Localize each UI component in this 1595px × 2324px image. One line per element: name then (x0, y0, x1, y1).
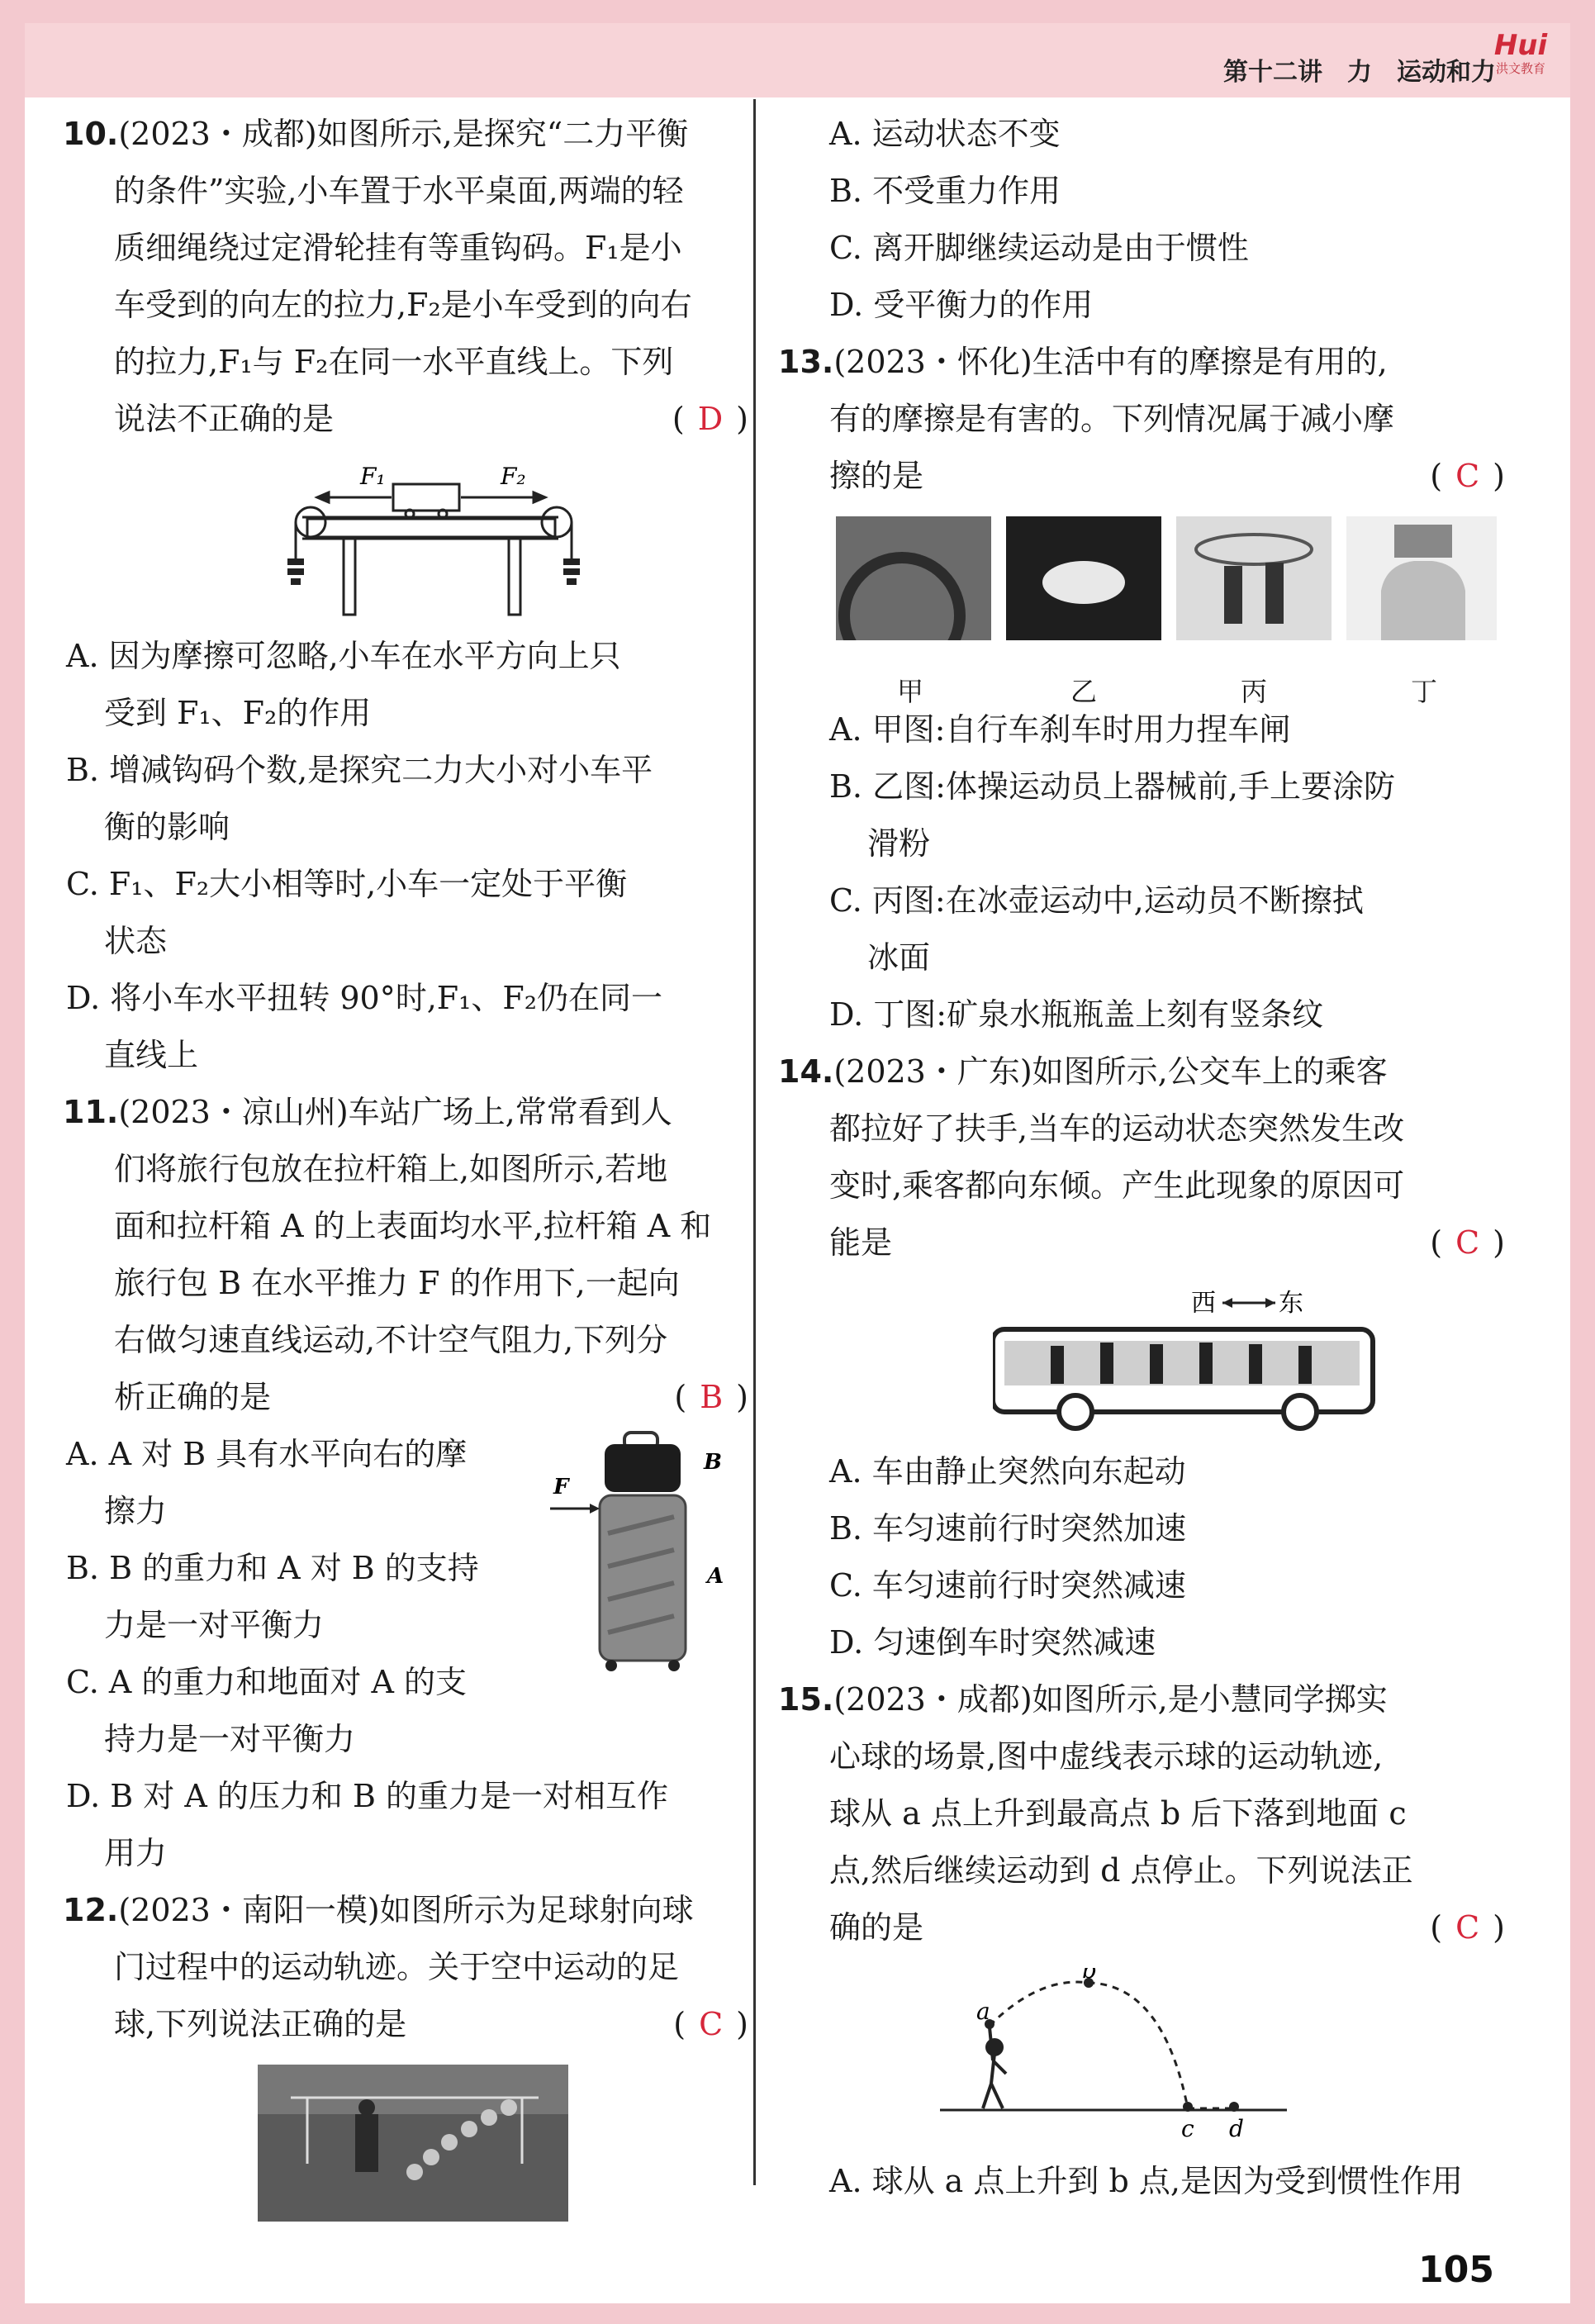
option-line: A. 车由静止突然向东起动 (829, 1453, 1186, 1490)
question-number: 12. (63, 1892, 119, 1928)
question-text-line: 的拉力,F₁与 F₂在同一水平直线上。下列 (114, 344, 674, 380)
answer-bracket: ( D ) (672, 401, 748, 437)
question-14 (778, 1043, 1505, 1671)
label-east: 东 (1279, 1289, 1303, 1318)
option-line: 力是一对平衡力 (104, 1607, 325, 1643)
option-line: 持力是一对平衡力 (104, 1721, 356, 1757)
question-text-line: 面和拉杆箱 A 的上表面均水平,拉杆箱 A 和 (114, 1208, 712, 1244)
question-text-line: 球从 a 点上升到最高点 b 后下落到地面 c (829, 1795, 1407, 1832)
header-band (25, 23, 1570, 97)
question-text-line: (2023・南阳一模)如图所示为足球射向球 (118, 1892, 694, 1928)
question-text-line: (2023・成都)如图所示,是探究“二力平衡 (118, 116, 689, 152)
question-text-line: 们将旅行包放在拉杆箱上,如图所示,若地 (114, 1151, 668, 1187)
question-text-line: 旅行包 B 在水平推力 F 的作用下,一起向 (114, 1265, 680, 1301)
answer-letter: B (700, 1379, 724, 1415)
football-photo (258, 2065, 568, 2222)
label-f: F (553, 1475, 569, 1499)
figure-football-photo (258, 2065, 748, 2222)
option-line: B. B 的重力和 A 对 B 的支持 (66, 1550, 479, 1586)
figure-pulley-cart (63, 459, 748, 616)
answer-bracket: ( C ) (1430, 1224, 1505, 1261)
question-text-line: 有的摩擦是有害的。下列情况属于减小摩 (829, 401, 1395, 437)
option-line: C. 离开脚继续运动是由于惯性 (829, 230, 1249, 266)
caption-bing: 丙 (1241, 676, 1268, 707)
point-c-label: c (1181, 2115, 1194, 2141)
friction-photo-strip (836, 516, 1497, 640)
question-text-line: (2023・凉山州)车站广场上,常常看到人 (118, 1094, 672, 1130)
question-text-line: (2023・怀化)生活中有的摩擦是有用的, (833, 344, 1388, 380)
shot-put-trajectory (940, 1968, 1303, 2141)
logo-mark: Hui (1493, 29, 1548, 62)
question-text-line: 质细绳绕过定滑轮挂有等重钩码。F₁是小 (114, 230, 682, 266)
answer-letter: C (1455, 458, 1480, 494)
label-b: B (704, 1450, 722, 1475)
option-line: 擦力 (104, 1493, 168, 1529)
question-text-line: 能是 (829, 1224, 893, 1261)
option-line: D. 丁图:矿泉水瓶瓶盖上刻有竖条纹 (829, 996, 1324, 1033)
option-line: D. 受平衡力的作用 (829, 287, 1094, 323)
answer-letter: C (699, 2006, 724, 2042)
answer-bracket: ( C ) (673, 2006, 748, 2042)
answer-bracket: ( B ) (674, 1379, 748, 1415)
question-12 (63, 1882, 748, 2222)
point-a-label: a (976, 1998, 990, 2025)
question-text-line: 确的是 (829, 1909, 924, 1946)
caption-ding: 丁 (1411, 676, 1438, 707)
option-line: C. 丙图:在冰壶运动中,运动员不断擦拭 (829, 882, 1364, 919)
question-text-line: 右做匀速直线运动,不计空气阻力,下列分 (114, 1322, 668, 1358)
option-line: A. A 对 B 具有水平向右的摩 (66, 1436, 468, 1472)
running-header (1223, 46, 1496, 92)
page-number: 105 (1418, 2249, 1494, 2291)
question-13 (778, 334, 1505, 1043)
publisher-logo (1488, 30, 1554, 89)
option-line: C. A 的重力和地面对 A 的支 (66, 1664, 468, 1700)
question-text-line: 车受到的向左的拉力,F₂是小车受到的向右 (114, 287, 692, 323)
left-column (63, 106, 748, 2233)
question-12-options (778, 106, 1505, 334)
figure-bus (993, 1283, 1505, 1432)
question-text-line: (2023・成都)如图所示,是小慧同学掷实 (833, 1681, 1388, 1718)
option-line: A. 运动状态不变 (829, 116, 1061, 152)
option-line: B. 不受重力作用 (829, 173, 1061, 209)
question-text-line: 球,下列说法正确的是 (114, 2006, 407, 2042)
logo-text: 洪文教育 (1495, 61, 1545, 76)
question-text-line: (2023・广东)如图所示,公交车上的乘客 (833, 1053, 1388, 1090)
column-divider (753, 99, 756, 2185)
label-f1: F₁ (360, 463, 386, 490)
question-text-line: 擦的是 (829, 458, 924, 494)
question-text-line: 点,然后继续运动到 d 点停止。下列说法正 (829, 1852, 1413, 1889)
option-line: 衡的影响 (104, 809, 230, 845)
question-text-line: 都拉好了扶手,当车的运动状态突然发生改 (829, 1110, 1405, 1147)
option-line: A. 球从 a 点上升到 b 点,是因为受到惯性作用 (829, 2163, 1463, 2199)
question-text-line: 变时,乘客都向东倾。产生此现象的原因可 (829, 1167, 1405, 1204)
question-number: 14. (778, 1053, 834, 1090)
option-line: A. 甲图:自行车刹车时用力捏车闸 (829, 711, 1291, 748)
question-text-line: 说法不正确的是 (114, 401, 335, 437)
pulley-cart-diagram (63, 459, 748, 616)
question-11 (63, 1084, 748, 1882)
caption-jia: 甲 (897, 676, 924, 707)
question-number: 13. (778, 344, 834, 380)
answer-bracket: ( C ) (1430, 1909, 1505, 1946)
option-line: A. 因为摩擦可忽略,小车在水平方向上只 (66, 638, 621, 674)
right-column (778, 106, 1505, 2210)
question-10 (63, 106, 748, 1084)
label-a: A (707, 1564, 724, 1589)
figure-friction-photos (836, 516, 1505, 707)
luggage-figure (542, 1426, 748, 1674)
topic-label-1: 力 (1347, 57, 1372, 87)
figure-shot-put (940, 1968, 1505, 2141)
label-west: 西 (1191, 1289, 1216, 1318)
option-line: 状态 (104, 923, 168, 959)
bus-diagram (993, 1283, 1389, 1432)
option-line: D. 将小车水平扭转 90°时,F₁、F₂仍在同一 (66, 980, 662, 1016)
topic-label-2: 运动和力 (1397, 57, 1496, 87)
answer-bracket: ( C ) (1430, 458, 1505, 494)
option-line: 滑粉 (867, 825, 931, 862)
question-text-line: 心球的场景,图中虚线表示球的运动轨迹, (829, 1738, 1384, 1775)
option-line: C. 车匀速前行时突然减速 (829, 1567, 1186, 1604)
option-line: 直线上 (104, 1037, 199, 1073)
point-d-label: d (1229, 2115, 1244, 2141)
question-text-line: 的条件”实验,小车置于水平桌面,两端的轻 (114, 173, 684, 209)
option-line: B. 增减钩码个数,是探究二力大小对小车平 (66, 752, 653, 788)
question-text-line: 析正确的是 (114, 1379, 272, 1415)
option-line: B. 车匀速前行时突然加速 (829, 1510, 1187, 1547)
option-line: 用力 (104, 1835, 168, 1871)
option-line: D. 匀速倒车时突然减速 (829, 1624, 1156, 1661)
option-line: 受到 F₁、F₂的作用 (104, 695, 372, 731)
answer-letter: C (1455, 1909, 1480, 1946)
option-line: C. F₁、F₂大小相等时,小车一定处于平衡 (66, 866, 628, 902)
question-number: 15. (778, 1681, 834, 1718)
question-15 (778, 1671, 1505, 2210)
answer-letter: D (697, 401, 724, 437)
answer-letter: C (1455, 1224, 1480, 1261)
question-text-line: 门过程中的运动轨迹。关于空中运动的足 (114, 1949, 680, 1985)
question-number: 11. (63, 1094, 119, 1130)
option-line: D. B 对 A 的压力和 B 的重力是一对相互作 (66, 1778, 668, 1814)
label-f2: F₂ (501, 463, 526, 490)
point-b-label: b (1082, 1968, 1097, 1984)
caption-yi: 乙 (1070, 676, 1098, 707)
option-line: B. 乙图:体操运动员上器械前,手上要涂防 (829, 768, 1395, 805)
option-line: 冰面 (867, 939, 931, 976)
chapter-label: 第十二讲 (1223, 57, 1322, 87)
question-number: 10. (63, 116, 119, 152)
